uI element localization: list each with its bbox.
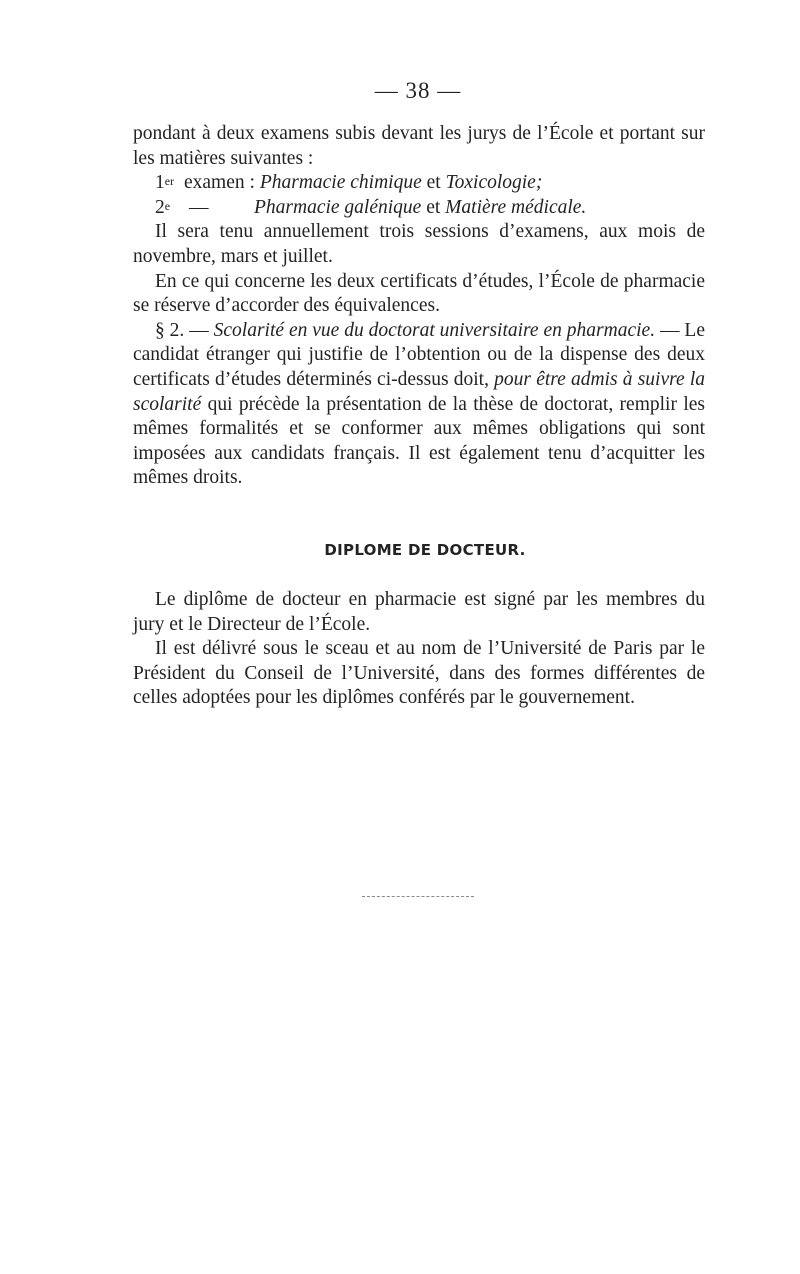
diploma-paragraph-1: Le diplôme de docteur en pharmacie est signé par les membres du jury et le Directeur de l’École. xyxy=(133,589,705,635)
exam-2-subject-2: Matière médicale. xyxy=(445,196,587,218)
exam-line-1: 1er examen : Pharmacie chimique et Toxicologie; xyxy=(133,171,705,196)
page-number: — 38 — xyxy=(374,78,462,103)
exam-1-subject-1: Pharmacie chimique xyxy=(259,172,422,194)
exam-2-subject-1: Pharmacie galénique xyxy=(254,196,422,218)
sessions-paragraph: Il sera tenu annuellement trois sessions d’examens, aux mois de novembre, mars et juillet. xyxy=(133,221,705,267)
exam-1-label: examen : xyxy=(184,172,260,194)
section-heading: DIPLOME DE DOCTEUR. xyxy=(324,541,526,559)
equivalences-paragraph: En ce qui concerne les deux certificats d’études, l’École de pharmacie se réserve d’accorder des équivalences. xyxy=(133,270,705,317)
section-2-italic-phrase: pour être admis à suivre la scolarité xyxy=(133,368,705,415)
exam-1-number: 1er xyxy=(155,172,175,194)
section-2-mark: § 2. — xyxy=(155,319,214,341)
exam-2-number: 2e xyxy=(155,196,171,218)
exam-line-2: 2e — Pharmacie galénique et Matière médicale. xyxy=(133,196,705,221)
exam-2-dash: — xyxy=(189,196,209,218)
diploma-text-block xyxy=(133,588,705,711)
section-2-paragraph: § 2. — Scolarité en vue du doctorat universitaire en pharmacie. — Le candidat étranger qui justifie de l’obtention ou de la dispense des deux certificats d’études déterminés ci-dessus doit, pour être admis à suivre la scolarité qui précède la présentation de la thèse de doctorat, remplir les mêmes formalités et se conformer aux mêmes obligations qui sont imposées aux candidats français. Il est également tenu d’acquitter les mêmes droits. xyxy=(133,319,705,489)
intro-paragraph: pondant à deux examens subis devant les jurys de l’École et portant sur les matières suivantes : xyxy=(133,123,705,169)
section-2-title: Scolarité en vue du doctorat universitaire en pharmacie. xyxy=(213,319,656,341)
main-text-block xyxy=(133,122,705,491)
end-ornament-rule xyxy=(362,896,474,901)
diploma-paragraph-2: Il est délivré sous le sceau et au nom de l’Université de Paris par le Président du Conseil de l’Université, dans des formes différentes de celles adoptées pour les diplômes conférés par le gouvernement. xyxy=(133,638,705,709)
exam-1-subject-2: Toxicologie; xyxy=(445,172,543,194)
